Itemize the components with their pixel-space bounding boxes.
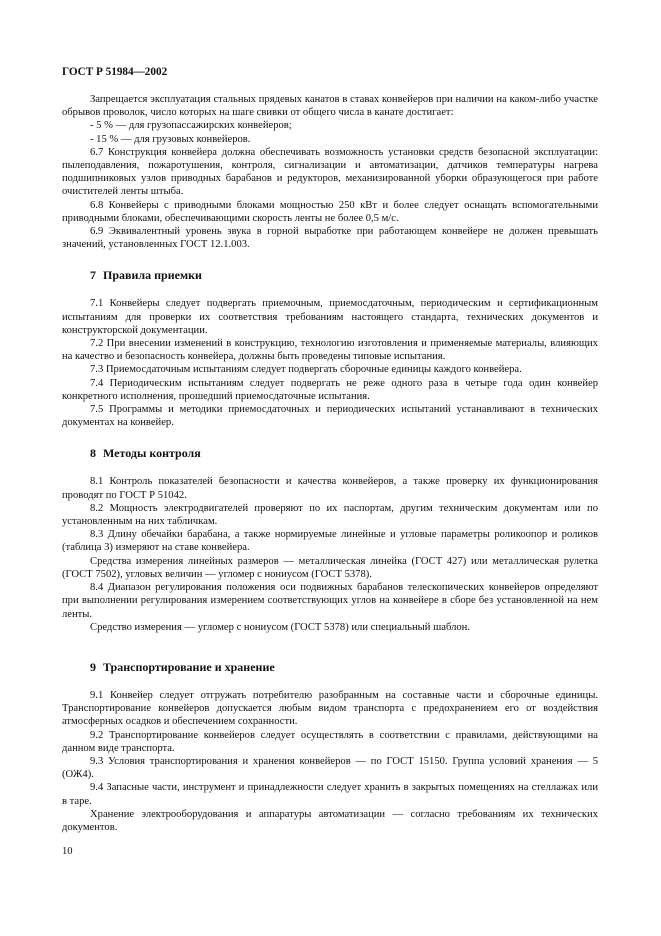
list-item: - 15 % — для грузовых конвейеров.	[90, 133, 251, 145]
paragraph-7-1: 7.1 Конвейеры следует подвергать приемочным, приемосдаточным, периодическим и сертификационным испытаниям для проверки их соответствия требованиям настоящего стандарта, технических документов и конструкторской документации.	[62, 298, 598, 336]
section-title: Методы контроля	[103, 446, 201, 461]
paragraph-9-2: 9.2 Транспортирование конвейеров следует осуществлять в соответствии с правилами, действующими на данном виде транспорта.	[62, 729, 598, 754]
paragraph-ropes: Запрещается эксплуатация стальных прядевых канатов в ставах конвейеров при наличии на каком-либо участке обрывов проволок, число которых на шаге свивки от общего числа в канате достигает:	[62, 94, 598, 119]
paragraph-8-4: 8.4 Диапазон регулирования положения оси подвижных барабанов телескопических конвейеров определяют при выполнении регулирования измерением соответствующих углов на конвейере в сборе без установленной на нем ленты.	[62, 582, 598, 620]
paragraph-measuring-tool: Средство измерения — угломер с нониусом (ГОСТ 5378) или специальный шаблон.	[90, 621, 470, 633]
paragraph-9-1: 9.1 Конвейер следует отгружать потребителю разобранным на составные части и сборочные единицы. Транспортирование конвейеров допускается любым видом транспорта с предохранением его от воздействия атмосферных осадков и обеспечением сохранности.	[62, 689, 598, 728]
section-number: 8	[90, 446, 96, 461]
section-title: Транспортирование и хранение	[103, 659, 275, 674]
section-9-heading	[62, 660, 598, 674]
paragraph-9-4: 9.4 Запасные части, инструмент и принадлежности следует хранить в закрытых помещениях на стеллажах или в таре.	[62, 782, 598, 807]
paragraph-8-1: 8.1 Контроль показателей безопасности и качества конвейеров, а также проверку их функционирования проводят по ГОСТ Р 51042.	[62, 476, 598, 501]
paragraph-7-2: 7.2 При внесении изменений в конструкцию, технологию изготовления и применяемые материалы, влияющих на качество и безопасность конвейера, должны быть проведены типовые испытания.	[62, 338, 598, 363]
list-item: - 5 % — для грузопассажирских конвейеров;	[90, 120, 292, 132]
paragraph-7-4: 7.4 Периодическим испытаниям следует подвергать не реже одного раза в четыре года один конвейер конкретного исполнения, прошедший приемосдаточные испытания.	[62, 377, 598, 402]
paragraph-7-3: 7.3 Приемосдаточным испытаниям следует подвергать сборочные единицы каждого конвейера.	[90, 364, 522, 376]
paragraph-8-2: 8.2 Мощность электродвигателей проверяют по их паспортам, другим техническим документам или по установленным на них табличкам.	[62, 502, 598, 528]
paragraph-6-7: 6.7 Конструкция конвейера должна обеспечивать возможность установки средств безопасной эксплуатации: пылеподавления, пожаротушения, контроля, сигнализации и автоматизации, датчиков температуры нагрева подшипниковых узлов приводных барабанов и редукторов, механизированной уборки образующегося при работе очистителей ленты штыба.	[62, 146, 598, 198]
section-title: Правила приемки	[103, 268, 202, 283]
document-body	[62, 93, 598, 834]
section-number: 9	[90, 659, 96, 674]
paragraph-6-9: 6.9 Эквивалентный уровень звука в горной выработке при работающем конвейере не должен превышать значений, установленных ГОСТ 12.1.003.	[62, 226, 598, 251]
paragraph-8-3: 8.3 Длину обечайки барабана, а также нормируемые линейные и угловые параметры роликоопор и роликов (таблица 3) измеряют на ставе конвейера.	[62, 529, 598, 554]
paragraph-9-3: 9.3 Условия транспортирования и хранения конвейеров — по ГОСТ 15150. Группа условий хранения — 5 (ОЖ4).	[62, 755, 598, 781]
paragraph-7-5: 7.5 Программы и методики приемосдаточных и периодических испытаний устанавливают в технических документах на конвейер.	[62, 404, 598, 429]
page-number: 10	[62, 846, 73, 857]
paragraph-storage: Хранение электрооборудования и аппаратуры автоматизации — согласно требованиям их технических документов.	[62, 808, 598, 833]
section-8-heading	[62, 446, 598, 460]
document-code: ГОСТ Р 51984—2002	[62, 66, 168, 78]
section-7-heading	[62, 268, 598, 282]
paragraph-6-8: 6.8 Конвейеры с приводными блоками мощностью 250 кВт и более следует оснащать вспомогательными приводными блоками, обеспечивающими скорость ленты не более 0,5 м/с.	[62, 199, 598, 224]
section-number: 7	[90, 268, 96, 283]
paragraph-measuring-tools: Средства измерения линейных размеров — металлическая линейка (ГОСТ 427) или металлическая рулетка (ГОСТ 7502), угловых величин — угломер с нониусом (ГОСТ 5378).	[62, 555, 598, 580]
